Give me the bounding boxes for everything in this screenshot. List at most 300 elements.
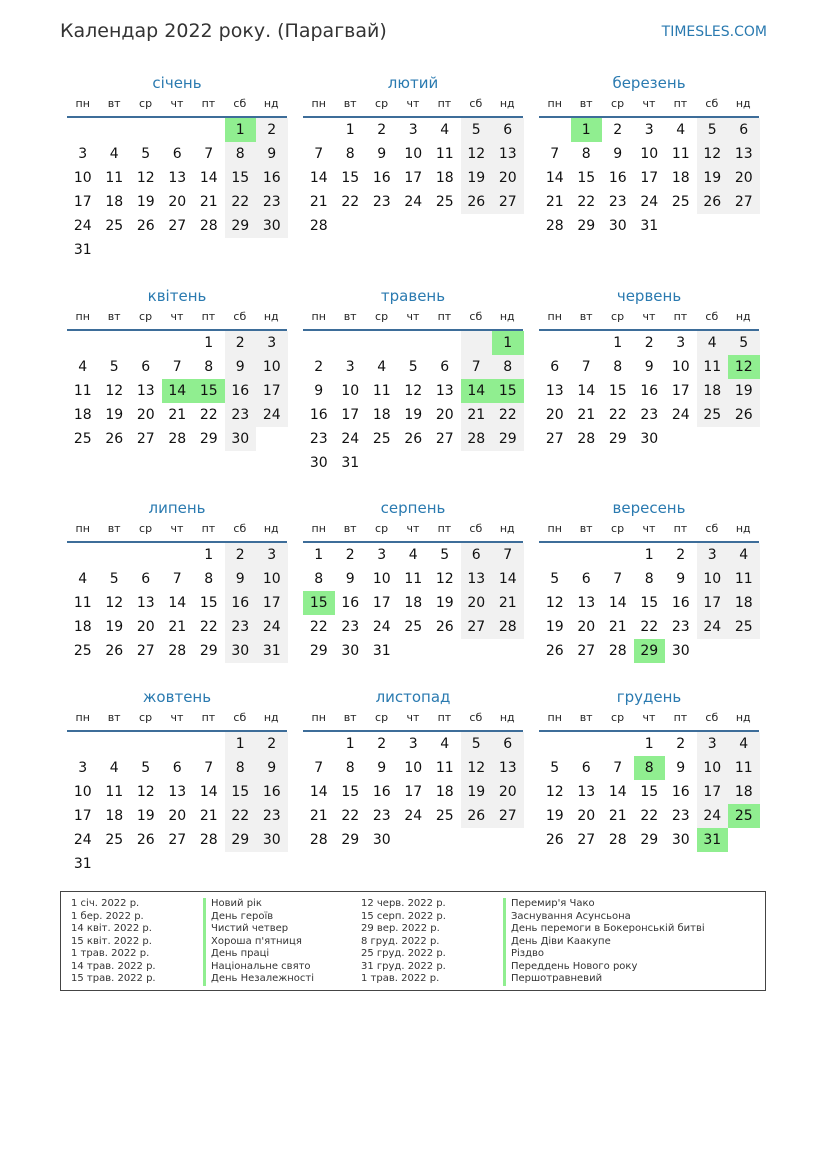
weekday-label: сб [233, 97, 247, 110]
weekday-label: пт [673, 522, 688, 535]
day-cell: 18 [105, 808, 124, 824]
weekday-label: пт [201, 97, 216, 110]
day-grid [67, 331, 287, 451]
month-name: вересень [612, 499, 686, 517]
day-cell: 2 [345, 547, 355, 563]
day-cell: 24 [256, 615, 288, 639]
page-title: Календар 2022 року. (Парагвай) [60, 20, 387, 42]
day-cell: 2 [225, 331, 257, 355]
empty-cell [602, 732, 634, 756]
weekday-label: чт [170, 711, 184, 724]
day-cell: 3 [697, 543, 729, 567]
legend-names-right [503, 898, 705, 986]
day-cell: 28 [461, 427, 493, 451]
day-cell: 5 [408, 359, 418, 375]
day-cell: 4 [109, 760, 119, 776]
day-cell: 7 [461, 355, 493, 379]
day-cell: 7 [314, 760, 324, 776]
day-cell: 6 [581, 571, 591, 587]
day-cell: 17 [697, 591, 729, 615]
day-cell: 25 [697, 403, 729, 427]
day-cell: 27 [168, 218, 187, 234]
day-cell: 18 [671, 170, 690, 186]
day-cell: 24 [697, 615, 729, 639]
day-cell: 8 [314, 571, 324, 587]
month-name: жовтень [142, 688, 212, 706]
weekday-label: ср [611, 711, 625, 724]
day-cell: 6 [492, 118, 524, 142]
weekday-label: пт [437, 310, 452, 323]
day-cell: 9 [225, 355, 257, 379]
day-cell: 22 [199, 407, 218, 423]
day-cell: 4 [408, 547, 418, 563]
day-cell: 30 [640, 431, 659, 447]
day-cell: 26 [545, 643, 564, 659]
day-cell: 17 [404, 170, 423, 186]
day-cell: 1 [345, 122, 355, 138]
day-cell: 29 [309, 643, 328, 659]
day-cell: 27 [545, 431, 564, 447]
day-cell: 8 [492, 355, 524, 379]
weekday-header [303, 94, 523, 118]
day-cell: 26 [461, 190, 493, 214]
weekday-label: нд [263, 97, 279, 110]
day-cell: 22 [640, 619, 659, 635]
day-cell: 7 [613, 571, 623, 587]
day-cell: 27 [492, 190, 524, 214]
weekday-label: сб [705, 97, 719, 110]
empty-cell [67, 118, 99, 142]
day-cell: 16 [671, 595, 690, 611]
weekday-label: чт [642, 522, 656, 535]
day-cell: 1 [225, 732, 257, 756]
day-cell: 28 [168, 431, 187, 447]
legend-entry: Хороша п'ятниця [203, 936, 314, 949]
day-grid [539, 331, 759, 451]
day-cell: 5 [697, 118, 729, 142]
day-cell: 13 [168, 170, 187, 186]
day-cell: 6 [141, 571, 151, 587]
day-cell: 24 [671, 407, 690, 423]
legend-entry: Різдво [503, 948, 705, 961]
weekday-header [539, 519, 759, 543]
day-cell: 29 [225, 214, 257, 238]
day-cell: 22 [199, 619, 218, 635]
day-cell: 11 [372, 383, 391, 399]
day-cell: 19 [461, 166, 493, 190]
legend-entry: 25 груд. 2022 р. [361, 948, 446, 959]
day-cell: 28 [608, 832, 627, 848]
weekday-label: ср [139, 711, 153, 724]
day-cell: 26 [435, 619, 454, 635]
day-cell: 16 [671, 784, 690, 800]
weekday-header [303, 519, 523, 543]
weekday-label: ср [611, 310, 625, 323]
day-cell: 9 [613, 146, 623, 162]
day-cell: 3 [377, 547, 387, 563]
day-cell: 4 [676, 122, 686, 138]
weekday-label: нд [263, 711, 279, 724]
day-cell: 16 [309, 407, 328, 423]
day-cell: 13 [461, 567, 493, 591]
day-cell: 30 [225, 639, 257, 663]
day-cell: 23 [608, 194, 627, 210]
day-cell: 12 [136, 784, 155, 800]
day-cell: 19 [404, 407, 423, 423]
day-cell: 6 [550, 359, 560, 375]
day-cell: 7 [314, 146, 324, 162]
day-cell: 16 [341, 595, 360, 611]
day-cell: 20 [136, 619, 155, 635]
weekday-label: пт [673, 97, 688, 110]
weekday-label: пт [673, 310, 688, 323]
site-link[interactable]: TIMESLES.COM [661, 24, 767, 40]
day-cell: 21 [461, 403, 493, 427]
empty-cell [571, 543, 603, 567]
weekday-label: чт [170, 310, 184, 323]
month-11 [539, 686, 759, 852]
day-cell: 17 [256, 591, 288, 615]
legend-entry: 1 бер. 2022 р. [71, 910, 144, 922]
day-cell: 24 [73, 218, 92, 234]
day-cell: 9 [314, 383, 324, 399]
day-cell: 24 [372, 619, 391, 635]
day-cell: 17 [404, 784, 423, 800]
day-cell: 30 [671, 832, 690, 848]
legend-entry: 15 серп. 2022 р. [361, 910, 446, 922]
day-cell: 21 [608, 808, 627, 824]
day-cell: 1 [345, 736, 355, 752]
day-cell: 26 [728, 403, 760, 427]
day-cell: 22 [577, 194, 596, 210]
day-cell: 20 [492, 166, 524, 190]
weekday-label: пт [437, 711, 452, 724]
day-cell: 5 [550, 571, 560, 587]
day-cell: 10 [256, 567, 288, 591]
day-cell: 3 [78, 146, 88, 162]
day-cell: 21 [309, 808, 328, 824]
weekday-label: пн [547, 310, 562, 323]
day-cell: 4 [78, 571, 88, 587]
empty-cell [571, 331, 603, 355]
day-cell: 21 [608, 619, 627, 635]
day-cell: 5 [109, 571, 119, 587]
day-cell: 9 [644, 359, 654, 375]
day-cell: 4 [440, 736, 450, 752]
legend-entry: 1 трав. 2022 р. [71, 948, 150, 959]
day-cell: 25 [105, 218, 124, 234]
legend-entry: День героїв [203, 911, 314, 924]
day-cell: 8 [345, 760, 355, 776]
weekday-label: нд [499, 522, 515, 535]
day-cell: 25 [73, 643, 92, 659]
day-cell: 28 [577, 431, 596, 447]
holiday-day: 14 [461, 379, 493, 403]
weekday-label: чт [406, 310, 420, 323]
weekday-label: чт [406, 711, 420, 724]
empty-cell [193, 732, 225, 756]
day-cell: 29 [199, 643, 218, 659]
day-cell: 18 [73, 619, 92, 635]
legend-dates-right [361, 898, 446, 986]
day-cell: 4 [78, 359, 88, 375]
empty-cell [67, 732, 99, 756]
day-cell: 5 [550, 760, 560, 776]
day-cell: 15 [640, 784, 659, 800]
day-cell: 12 [545, 784, 564, 800]
weekday-label: ср [139, 310, 153, 323]
weekday-label: пн [547, 97, 562, 110]
weekday-label: пн [547, 522, 562, 535]
day-cell: 31 [341, 455, 360, 471]
day-cell: 18 [404, 595, 423, 611]
month-0 [67, 72, 287, 262]
day-cell: 10 [73, 170, 92, 186]
day-cell: 23 [372, 808, 391, 824]
day-cell: 4 [728, 543, 760, 567]
day-cell: 14 [492, 567, 524, 591]
day-cell: 29 [341, 832, 360, 848]
legend-dates-left [71, 898, 156, 986]
day-cell: 13 [545, 383, 564, 399]
day-cell: 7 [492, 543, 524, 567]
day-cell: 8 [204, 571, 214, 587]
day-cell: 16 [372, 784, 391, 800]
day-cell: 10 [697, 567, 729, 591]
day-cell: 13 [136, 595, 155, 611]
day-cell: 24 [341, 431, 360, 447]
day-cell: 17 [372, 595, 391, 611]
day-cell: 11 [728, 756, 760, 780]
empty-cell [99, 543, 131, 567]
day-grid [67, 543, 287, 663]
day-cell: 25 [73, 431, 92, 447]
day-cell: 27 [492, 804, 524, 828]
empty-cell [303, 732, 335, 756]
empty-cell [398, 331, 430, 355]
day-cell: 9 [345, 571, 355, 587]
day-cell: 16 [225, 591, 257, 615]
day-cell: 2 [314, 359, 324, 375]
day-cell: 30 [256, 214, 288, 238]
day-cell: 5 [461, 732, 493, 756]
day-cell: 25 [372, 431, 391, 447]
weekday-label: вт [579, 97, 593, 110]
legend-entry: 1 трав. 2022 р. [361, 973, 440, 984]
day-cell: 16 [372, 170, 391, 186]
weekday-label: ср [375, 97, 389, 110]
day-grid [67, 118, 287, 262]
month-name: лютий [387, 74, 439, 92]
day-cell: 17 [73, 194, 92, 210]
month-name: грудень [616, 688, 682, 706]
day-cell: 11 [671, 146, 690, 162]
day-cell: 10 [256, 355, 288, 379]
month-name: квітень [147, 287, 207, 305]
weekday-label: вт [579, 310, 593, 323]
day-cell: 13 [577, 784, 596, 800]
day-cell: 9 [256, 756, 288, 780]
weekday-label: нд [263, 310, 279, 323]
day-cell: 28 [168, 643, 187, 659]
day-cell: 29 [225, 828, 257, 852]
day-cell: 31 [372, 643, 391, 659]
day-cell: 23 [256, 190, 288, 214]
weekday-header [539, 307, 759, 331]
day-cell: 8 [225, 142, 257, 166]
empty-cell [571, 732, 603, 756]
empty-cell [602, 543, 634, 567]
day-cell: 13 [136, 383, 155, 399]
day-cell: 24 [404, 194, 423, 210]
weekday-label: вт [107, 310, 121, 323]
month-5 [539, 285, 759, 451]
day-cell: 2 [644, 335, 654, 351]
day-cell: 18 [73, 407, 92, 423]
empty-cell [539, 732, 571, 756]
day-grid [303, 331, 523, 475]
day-cell: 25 [728, 615, 760, 639]
day-cell: 17 [671, 383, 690, 399]
day-cell: 10 [341, 383, 360, 399]
day-cell: 6 [172, 146, 182, 162]
holiday-day: 15 [193, 379, 225, 403]
day-cell: 3 [256, 543, 288, 567]
day-cell: 18 [435, 170, 454, 186]
weekday-label: нд [499, 97, 515, 110]
month-name: січень [152, 74, 202, 92]
day-cell: 25 [404, 619, 423, 635]
day-cell: 20 [435, 407, 454, 423]
empty-cell [539, 543, 571, 567]
day-cell: 15 [341, 784, 360, 800]
weekday-label: сб [705, 310, 719, 323]
day-cell: 8 [345, 146, 355, 162]
day-cell: 7 [204, 760, 214, 776]
day-cell: 22 [341, 194, 360, 210]
day-cell: 19 [545, 619, 564, 635]
day-cell: 1 [644, 547, 654, 563]
holiday-day: 15 [303, 591, 335, 615]
empty-cell [539, 118, 571, 142]
day-cell: 12 [105, 383, 124, 399]
day-cell: 2 [256, 118, 288, 142]
weekday-label: нд [735, 711, 751, 724]
empty-cell [130, 543, 162, 567]
empty-cell [461, 331, 493, 355]
day-cell: 8 [225, 756, 257, 780]
day-cell: 20 [728, 166, 760, 190]
day-grid [539, 732, 759, 852]
day-cell: 6 [172, 760, 182, 776]
day-cell: 16 [225, 379, 257, 403]
day-cell: 14 [608, 784, 627, 800]
day-cell: 28 [199, 832, 218, 848]
day-cell: 20 [168, 808, 187, 824]
holiday-day: 12 [728, 355, 760, 379]
month-3 [67, 285, 287, 451]
day-cell: 17 [640, 170, 659, 186]
weekday-label: ср [139, 97, 153, 110]
empty-cell [99, 118, 131, 142]
day-cell: 13 [492, 142, 524, 166]
month-name: червень [616, 287, 682, 305]
day-cell: 24 [697, 804, 729, 828]
weekday-header [303, 708, 523, 732]
legend-entry: День Незалежності [203, 973, 314, 986]
day-cell: 28 [492, 615, 524, 639]
day-cell: 26 [136, 832, 155, 848]
day-cell: 4 [109, 146, 119, 162]
day-cell: 20 [492, 780, 524, 804]
weekday-header [67, 94, 287, 118]
weekday-label: вт [343, 522, 357, 535]
weekday-label: нд [499, 310, 515, 323]
weekday-header [539, 708, 759, 732]
empty-cell [303, 331, 335, 355]
day-cell: 23 [341, 619, 360, 635]
day-cell: 23 [225, 615, 257, 639]
day-cell: 11 [105, 170, 124, 186]
legend-entry: 1 січ. 2022 р. [71, 898, 140, 909]
day-cell: 12 [461, 142, 493, 166]
day-cell: 26 [697, 190, 729, 214]
weekday-label: ср [375, 310, 389, 323]
day-cell: 6 [492, 732, 524, 756]
empty-cell [193, 118, 225, 142]
weekday-label: сб [469, 522, 483, 535]
day-cell: 13 [435, 383, 454, 399]
day-cell: 12 [105, 595, 124, 611]
day-cell: 5 [461, 118, 493, 142]
day-cell: 7 [204, 146, 214, 162]
month-6 [67, 497, 287, 663]
day-cell: 11 [435, 146, 454, 162]
day-cell: 26 [105, 643, 124, 659]
legend-entry: 14 трав. 2022 р. [71, 960, 156, 972]
day-cell: 2 [256, 732, 288, 756]
day-cell: 3 [408, 122, 418, 138]
day-cell: 21 [545, 194, 564, 210]
day-cell: 15 [225, 166, 257, 190]
day-cell: 2 [676, 547, 686, 563]
month-8 [539, 497, 759, 663]
month-name: травень [380, 287, 446, 305]
weekday-header [67, 519, 287, 543]
day-cell: 15 [341, 170, 360, 186]
holiday-day: 8 [634, 756, 666, 780]
day-cell: 5 [109, 359, 119, 375]
empty-cell [429, 331, 461, 355]
day-cell: 18 [372, 407, 391, 423]
day-cell: 7 [550, 146, 560, 162]
day-cell: 30 [225, 427, 257, 451]
holiday-day: 14 [162, 379, 194, 403]
day-cell: 23 [256, 804, 288, 828]
day-cell: 11 [73, 595, 92, 611]
day-cell: 23 [671, 619, 690, 635]
day-cell: 9 [377, 760, 387, 776]
day-cell: 6 [440, 359, 450, 375]
day-cell: 8 [644, 571, 654, 587]
day-cell: 21 [199, 194, 218, 210]
day-cell: 19 [136, 194, 155, 210]
day-cell: 23 [225, 403, 257, 427]
day-cell: 11 [105, 784, 124, 800]
day-cell: 23 [671, 808, 690, 824]
day-cell: 30 [256, 828, 288, 852]
day-cell: 13 [577, 595, 596, 611]
